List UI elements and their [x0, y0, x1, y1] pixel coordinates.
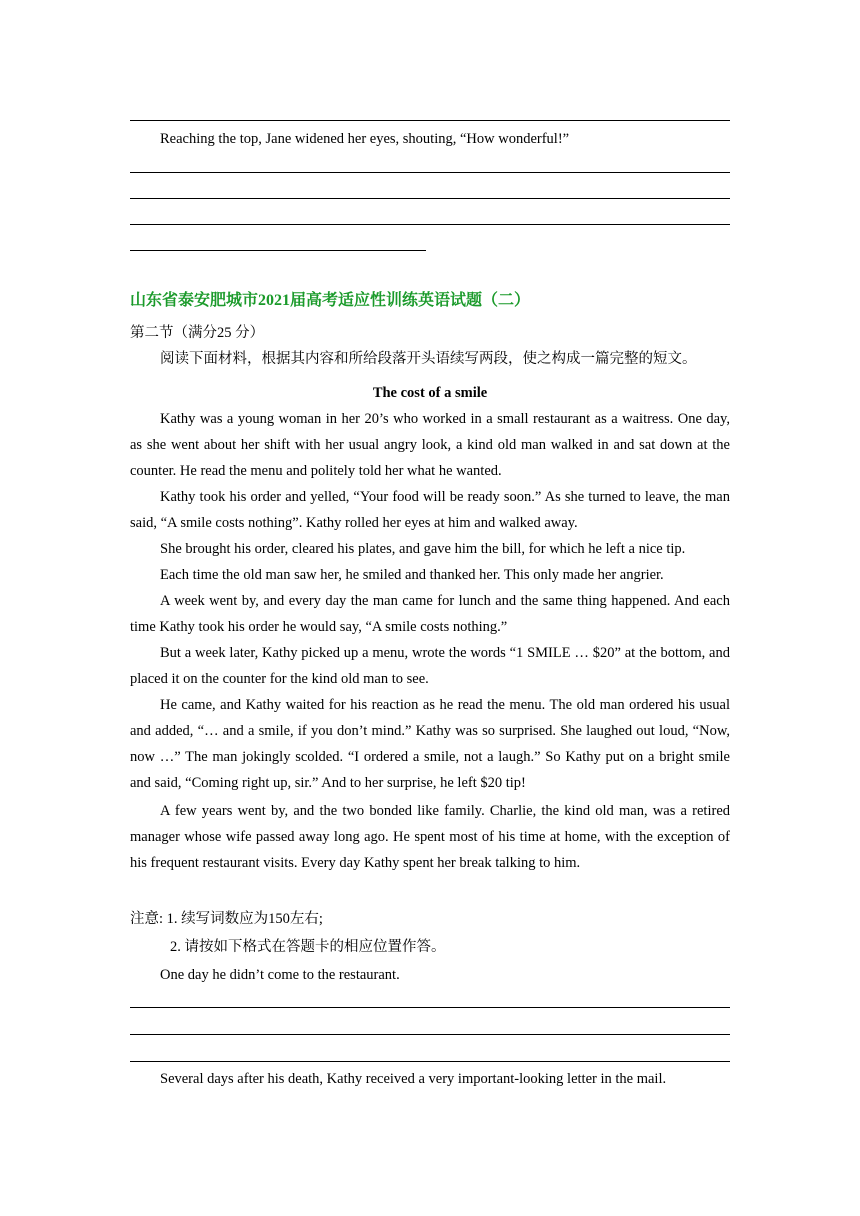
section-heading: 山东省泰安肥城市2021届高考适应性训练英语试题（二） [130, 292, 531, 309]
paragraph: Kathy was a young woman in her 20’s who worked in a small restaurant as a waitress. One day, as she went about her shift with her usual angry look, a kind old man walked in and sat down at the counter. He read the menu and politely told her what he wanted. [130, 411, 730, 479]
answer-line [130, 1034, 730, 1035]
instruction: 阅读下面材料，根据其内容和所给段落开头语续写两段，使之构成一篇完整的短文。 [160, 351, 697, 367]
paragraph: A few years went by, and the two bonded like family. Charlie, the kind old man, was a retired manager whose wife passed away long ago. He spent most of his time at home, with the exception of his frequent restaurant visits. Every day Kathy spent her break talking to him. [130, 803, 730, 871]
paragraph-opener-1: One day he didn’t come to the restaurant. [160, 967, 400, 983]
paragraph: He came, and Kathy waited for his reaction as he read the menu. The old man ordered his usual and added, “… and a smile, if you don’t mind.” Kathy was so surprised. She laughed out loud, “Now, now …” The man jokingly scolded. “I ordered a smile, not a laugh.” So Kathy put on a bright smile and said, “Coming right up, sir.” And to her surprise, he left $20 tip! [130, 697, 730, 791]
note-2: 2. 请按如下格式在答题卡的相应位置作答。 [170, 939, 446, 955]
answer-line [130, 1061, 730, 1062]
paragraph: Each time the old man saw her, he smiled and thanked her. This only made her angrier. [160, 567, 664, 583]
continuation-prompt: Reaching the top, Jane widened her eyes, shouting, “How wonderful!” [160, 131, 570, 147]
passage-title: The cost of a smile [372, 385, 488, 401]
answer-line [130, 120, 730, 121]
note-1: 注意: 1. 续写词数应为150左右; [130, 911, 323, 927]
answer-line [130, 1007, 730, 1008]
paragraph: Kathy took his order and yelled, “Your food will be ready soon.” As she turned to leave, the man said, “A smile costs nothing”. Kathy rolled her eyes at him and walked away. [130, 489, 730, 531]
section-part: 第二节（满分25 分） [130, 325, 265, 341]
answer-line [130, 198, 730, 199]
answer-line [130, 172, 730, 173]
answer-line [130, 224, 730, 225]
answer-line-short [130, 250, 426, 251]
paragraph: A week went by, and every day the man came for lunch and the same thing happened. And each time Kathy took his order he would say, “A smile costs nothing.” [130, 593, 730, 635]
paragraph: But a week later, Kathy picked up a menu, wrote the words “1 SMILE … $20” at the bottom, and placed it on the counter for the kind old man to see. [130, 645, 730, 687]
paragraph: She brought his order, cleared his plates, and gave him the bill, for which he left a nice tip. [160, 541, 686, 557]
paragraph-opener-2: Several days after his death, Kathy received a very important-looking letter in the mail. [160, 1071, 667, 1087]
